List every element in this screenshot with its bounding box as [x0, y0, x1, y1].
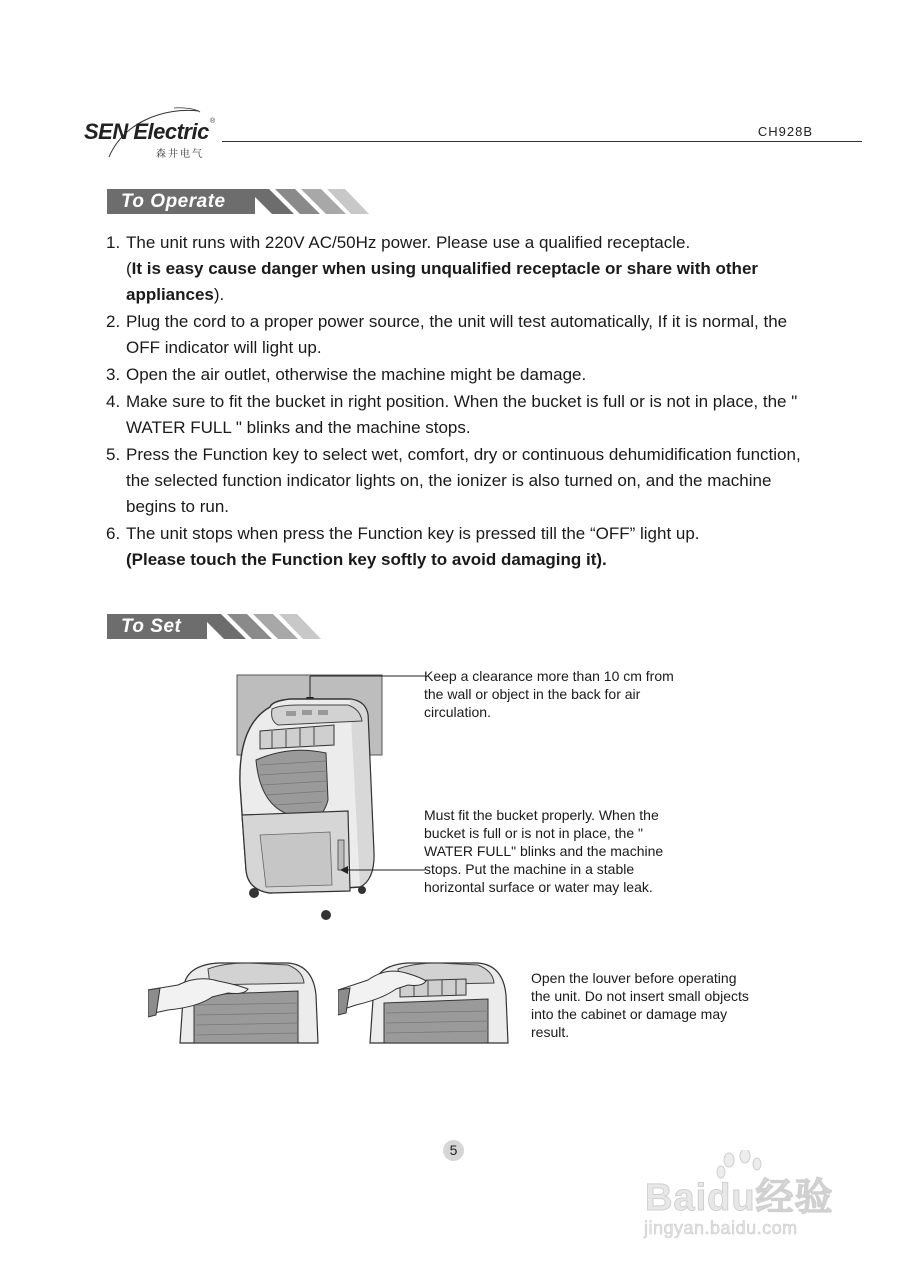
list-item: [106, 521, 806, 573]
page-header: [0, 0, 905, 170]
step-text: Make sure to fit the bucket in right position. When the bucket is full or is not in place, the " WATER FULL " blinks and the machine stops.: [126, 392, 798, 437]
list-item: [106, 442, 806, 520]
step-number: 2.: [106, 312, 121, 331]
list-item: [106, 362, 806, 388]
step-text: Plug the cord to a proper power source, the unit will test automatically, If it is normal, the OFF indicator will light up.: [126, 312, 788, 357]
dehumidifier-illustration: [230, 665, 430, 925]
step-text: The unit stops when press the Function key is pressed till the “OFF” light up.: [126, 524, 700, 543]
brand-logo: [84, 105, 224, 165]
step-text: Open the air outlet, otherwise the machine might be damage.: [126, 365, 587, 384]
list-item: [106, 309, 806, 361]
section-title-operate: To Operate: [107, 189, 255, 214]
step-number: 1.: [106, 233, 121, 252]
operate-steps-list: [106, 230, 806, 574]
step-number: 4.: [106, 392, 121, 411]
page-number: 5: [443, 1140, 464, 1161]
step-warning: (Please touch the Function key softly to avoid damaging it).: [126, 550, 607, 569]
section-title-set: To Set: [107, 614, 207, 639]
watermark: [640, 1150, 860, 1250]
note-clearance: Keep a clearance more than 10 cm from the wall or object in the back for air circulation.: [424, 668, 674, 720]
section-bar-operate: [107, 189, 367, 214]
stripes-decoration: [247, 189, 372, 214]
list-item: [106, 389, 806, 441]
step-warning: It is easy cause danger when using unqualified receptacle or share with other appliances: [126, 259, 759, 304]
brand-name: SEN Electric: [84, 119, 209, 144]
note-louver: Open the louver before operating the unit. Do not insert small objects into the cabinet or damage may result.: [531, 970, 749, 1040]
note-bucket: Must fit the bucket properly. When the bucket is full or is not in place, the " WATER FULL" blinks and the machine stops. Put the machine in a stable horizontal surface or water may leak.: [424, 807, 664, 895]
step-text: The unit runs with 220V AC/50Hz power. Please use a qualified receptacle.: [126, 233, 691, 252]
registered-mark: ®: [210, 118, 216, 125]
section-bar-set: [107, 614, 317, 639]
watermark-text: Baidu经验: [645, 1177, 834, 1219]
header-rule: [222, 141, 862, 142]
step-text: Press the Function key to select wet, comfort, dry or continuous dehumidification function, the selected function indicator lights on, the ionizer is also turned on, and the machine begins to run.: [126, 445, 801, 516]
paren-close: ).: [213, 285, 225, 304]
louver-closed-illustration: [148, 955, 323, 1045]
paren-open: (: [126, 259, 132, 278]
watermark-url: jingyan.baidu.com: [644, 1218, 798, 1238]
brand-subtitle: 森井电气: [156, 149, 204, 160]
model-code: CH928B: [757, 124, 813, 139]
louver-open-illustration: [338, 955, 513, 1045]
step-number: 6.: [106, 524, 121, 543]
stripes-decoration: [199, 614, 324, 639]
list-item: [106, 230, 806, 308]
step-number: 5.: [106, 445, 121, 464]
step-number: 3.: [106, 365, 121, 384]
